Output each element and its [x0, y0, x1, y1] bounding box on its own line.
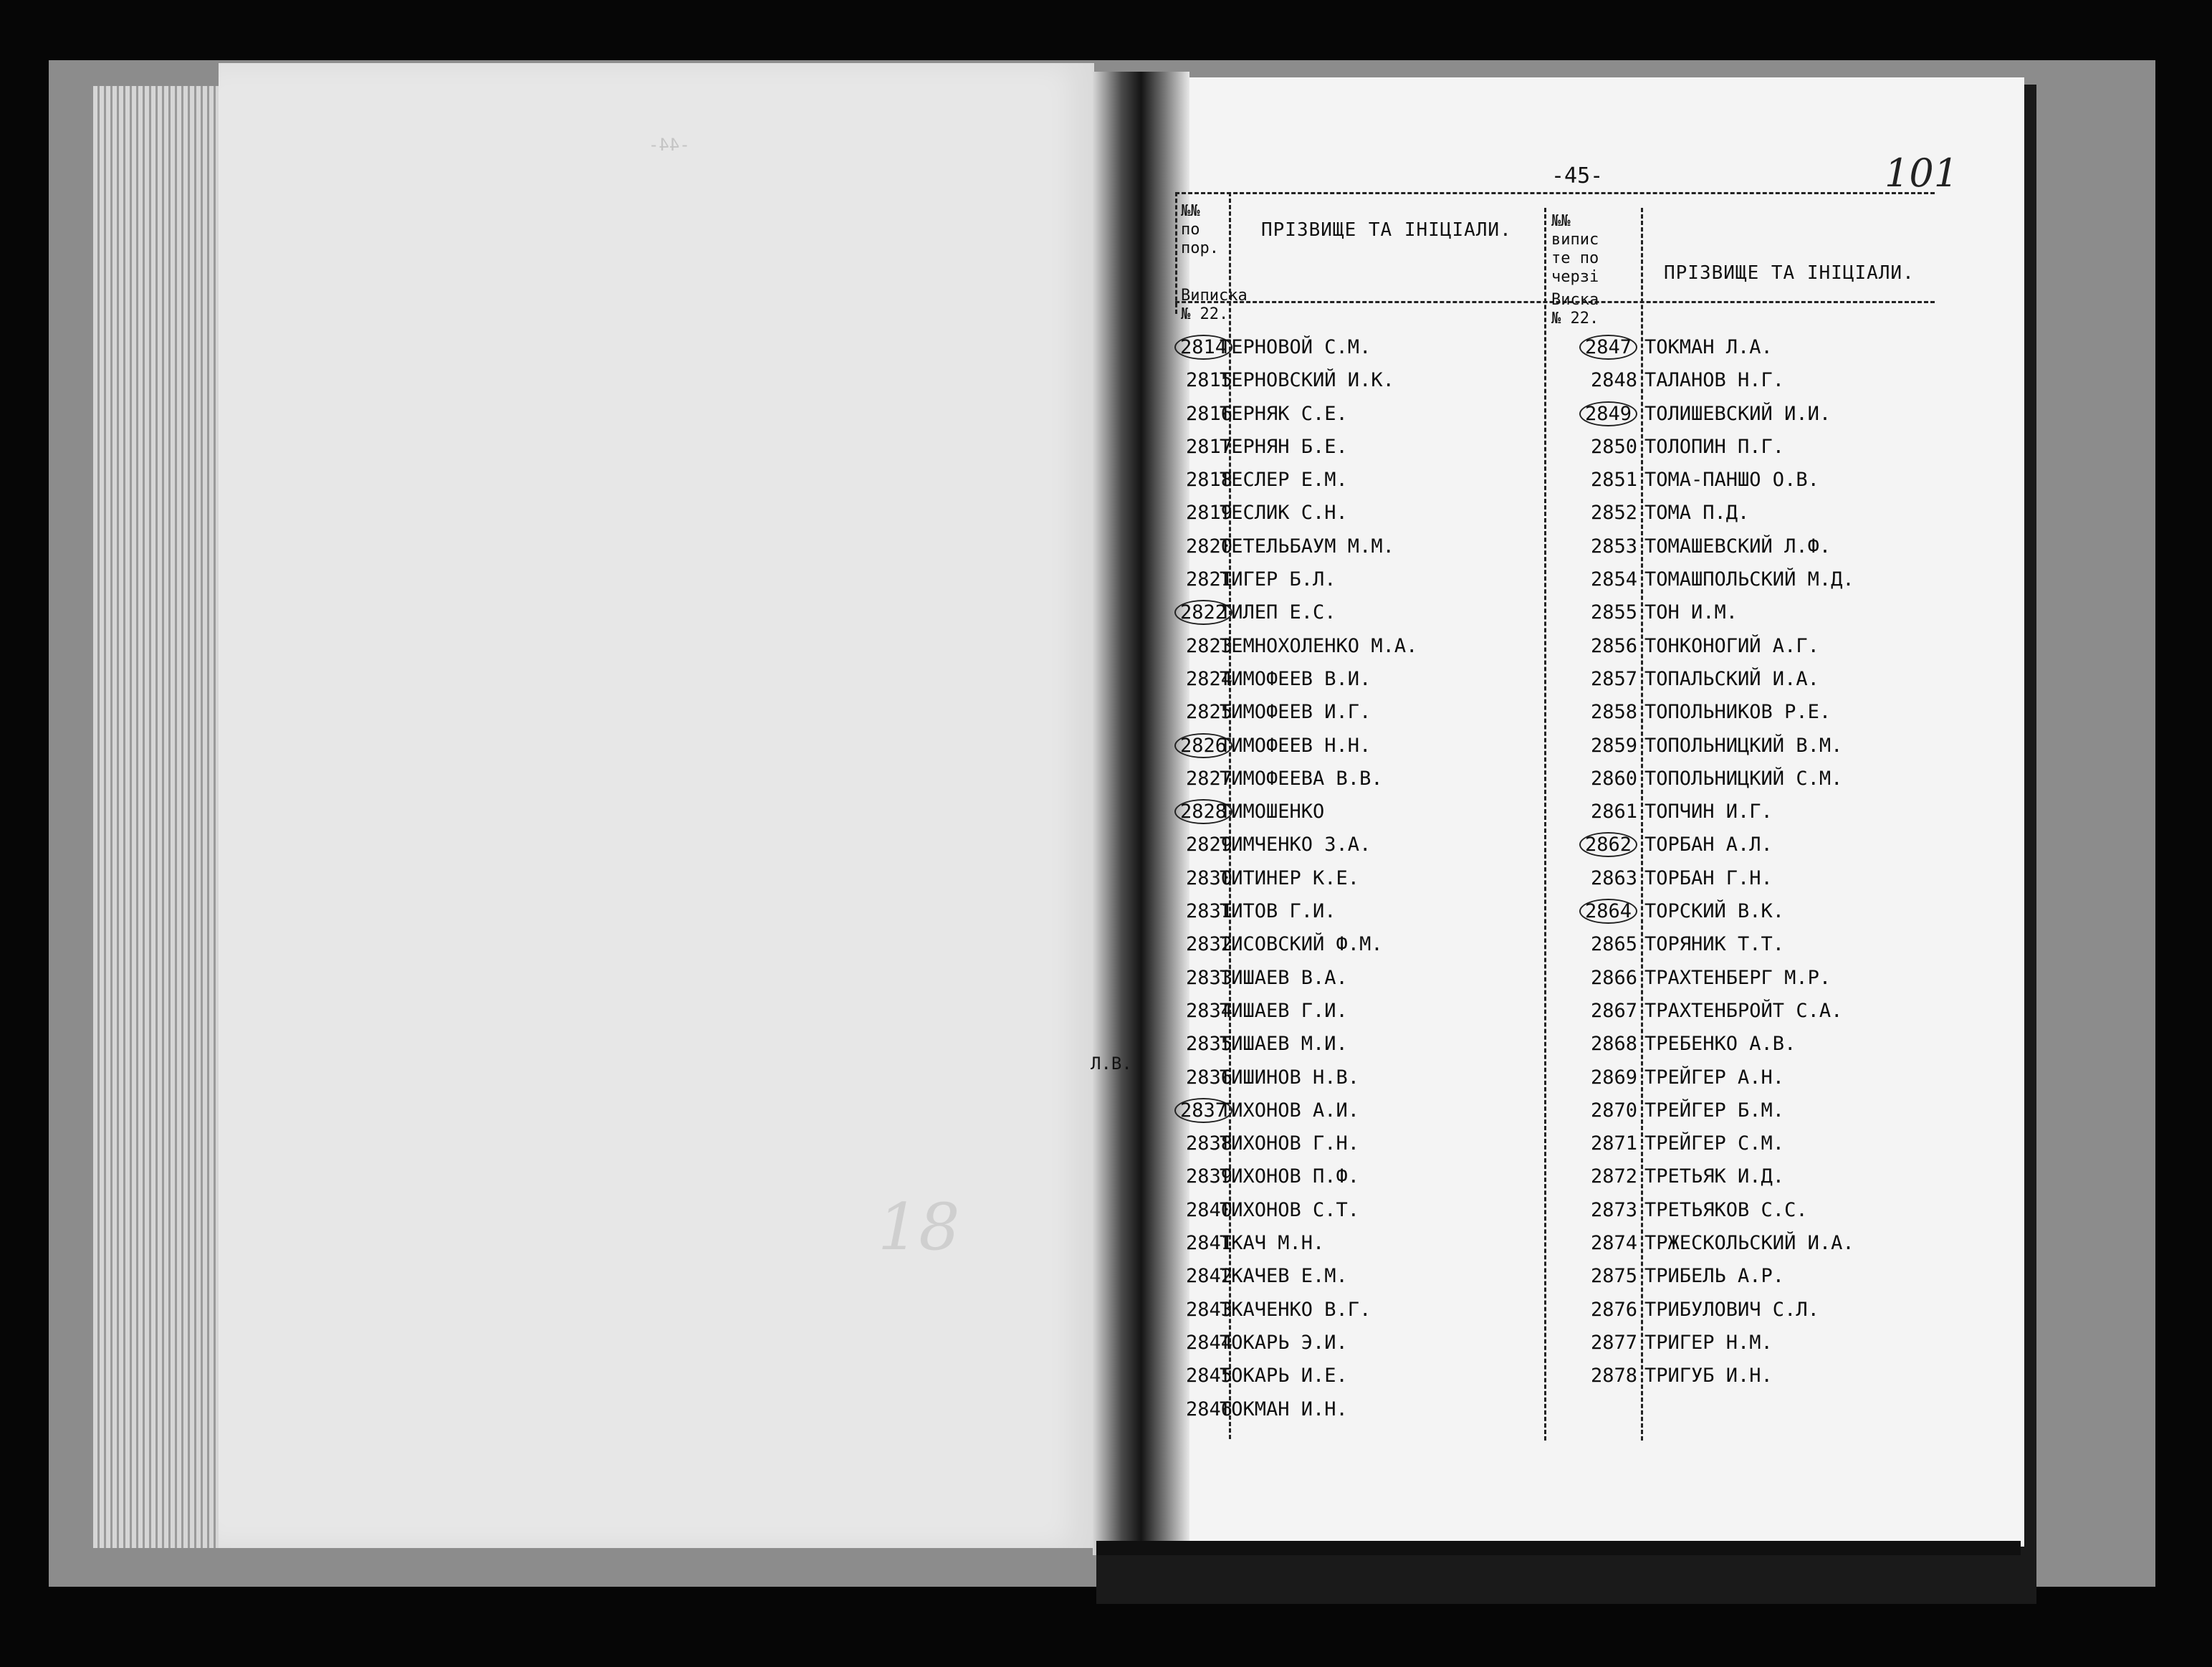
right-name-column — [1644, 331, 1854, 1393]
entry-name: ТОРБАН А.Л. — [1644, 834, 1773, 856]
entry-number — [1555, 796, 1637, 828]
entry-number — [1555, 1294, 1637, 1327]
entry-name: ТОПАЛЬСКИЙ И.А. — [1644, 667, 1819, 690]
entry-name: ТРИБЕЛЬ А.Р. — [1644, 1265, 1785, 1288]
entry-number-text: 2857 — [1590, 667, 1637, 690]
entry-number-text: 2859 — [1590, 734, 1637, 757]
entry-number-text: 2842 — [1185, 1265, 1232, 1288]
entry-number-text: 2875 — [1590, 1265, 1637, 1288]
entry-number-text: 2838 — [1185, 1132, 1232, 1155]
entry-number — [1555, 530, 1637, 563]
entry-number — [1555, 331, 1637, 364]
entry-number-text: 2869 — [1590, 1066, 1637, 1089]
entry-name: ТИХОНОВ Г.Н. — [1220, 1132, 1360, 1155]
entry-number — [1555, 1094, 1637, 1127]
entry-number-text: 2819 — [1185, 502, 1232, 525]
entry-name: ТКАЧ М.Н. — [1220, 1232, 1325, 1255]
entry-name: ТИМОФЕЕВ В.И. — [1220, 667, 1371, 690]
right-number-column — [1555, 331, 1637, 1393]
right-num-divider — [1641, 208, 1643, 1441]
circled-entry-number: 2837 — [1174, 1098, 1232, 1123]
entry-number — [1555, 497, 1637, 530]
entry-name: ТКАЧЕВ Е.М. — [1220, 1265, 1348, 1288]
circled-entry-number: 2862 — [1579, 832, 1637, 857]
circled-entry-number: 2849 — [1579, 401, 1637, 426]
entry-number-text: 2824 — [1185, 667, 1232, 690]
entry-name: ТИМОШЕНКО — [1220, 801, 1325, 823]
entry-number-text: 2827 — [1185, 767, 1232, 790]
entry-name: ТИХОНОВ П.Ф. — [1220, 1165, 1360, 1188]
entry-name: ТРИГЕР Н.М. — [1644, 1331, 1773, 1354]
entry-number-text: 2858 — [1590, 701, 1637, 724]
entry-number-text: 2874 — [1590, 1232, 1637, 1255]
entry-name: ТОМАШПОЛЬСКИЙ М.Д. — [1644, 568, 1854, 591]
entry-number — [1555, 995, 1637, 1028]
entry-name: ТРАХТЕНБРОЙТ С.А. — [1644, 999, 1843, 1022]
entry-number-text: 2844 — [1185, 1331, 1232, 1354]
header-top-rule — [1175, 192, 1935, 194]
entry-number-text: 2843 — [1185, 1298, 1232, 1321]
entry-number-text: 2839 — [1185, 1165, 1232, 1188]
entry-name: ТРЕТЬЯКОВ С.С. — [1644, 1198, 1808, 1221]
entry-number — [1555, 1360, 1637, 1393]
entry-name: ТОПОЛЬНИЦКИЙ В.М. — [1644, 734, 1843, 757]
entry-name: ТИТОВ Г.И. — [1220, 900, 1336, 923]
left-page-number: -44- — [648, 135, 690, 155]
entry-name: ТОРСКИЙ В.К. — [1644, 900, 1785, 923]
entry-number — [1555, 663, 1637, 696]
entry-number — [1555, 962, 1637, 995]
left-number-header: №№ по пор. — [1181, 202, 1219, 257]
entry-number — [1555, 1127, 1637, 1160]
entry-name: ТРЖЕСКОЛЬСКИЙ И.А. — [1644, 1232, 1854, 1255]
entry-number-text: 2876 — [1590, 1298, 1637, 1321]
entry-number — [1555, 431, 1637, 464]
entry-name: ТИШАЕВ В.А. — [1220, 966, 1348, 989]
entry-number-text: 2873 — [1590, 1198, 1637, 1221]
entry-name: ТИХОНОВ А.И. — [1220, 1099, 1360, 1122]
entry-name: ТОЛИШЕВСКИЙ И.И. — [1644, 402, 1832, 425]
entry-number-text: 2860 — [1590, 767, 1637, 790]
entry-number-text: 2848 — [1590, 369, 1637, 392]
entry-name: ТИТИНЕР К.Е. — [1220, 866, 1360, 889]
entry-name: ТОРЯНИК Т.Т. — [1644, 933, 1785, 956]
entry-number-text: 2863 — [1590, 866, 1637, 889]
entry-number — [1555, 763, 1637, 796]
entry-name: ТРЕЙГЕР А.Н. — [1644, 1066, 1785, 1089]
entry-number — [1555, 1194, 1637, 1227]
right-number-header: №№ випис те по черзі — [1551, 212, 1599, 286]
entry-name: ТИМОФЕЕВА В.В. — [1220, 767, 1383, 790]
entry-name: ТИХОНОВ С.Т. — [1220, 1198, 1360, 1221]
entry-name: ТОКМАН Л.А. — [1644, 336, 1773, 358]
entry-number — [1555, 1160, 1637, 1193]
entry-name: ТРЕЙГЕР С.М. — [1644, 1132, 1785, 1155]
left-handwritten-number: 18 — [878, 1190, 960, 1265]
entry-name: ТОПЧИН И.Г. — [1644, 801, 1773, 823]
entry-name: ТОМАШЕВСКИЙ Л.Ф. — [1644, 535, 1832, 558]
right-name-header: ПРІЗВИЩЕ ТА ІНІЦІАЛИ. — [1664, 262, 1915, 284]
entry-name: ТРЕБЕНКО А.В. — [1644, 1033, 1796, 1056]
entry-name: ТИГЕР Б.Л. — [1220, 568, 1336, 591]
entry-number-text: 2829 — [1185, 834, 1232, 856]
page-number: -45- — [1551, 163, 1604, 188]
entry-number-text: 2850 — [1590, 435, 1637, 458]
circled-entry-number: 2828 — [1174, 799, 1232, 824]
entry-number-text: 2856 — [1590, 634, 1637, 657]
entry-number-text: 2815 — [1185, 369, 1232, 392]
entry-number-text: 2871 — [1590, 1132, 1637, 1155]
left-page — [219, 63, 1094, 1548]
entry-number — [1555, 828, 1637, 861]
entry-number — [1555, 1327, 1637, 1360]
entry-number — [1555, 563, 1637, 596]
entry-number-text: 2861 — [1590, 801, 1637, 823]
entry-number-text: 2872 — [1590, 1165, 1637, 1188]
entry-number-text: 2853 — [1590, 535, 1637, 558]
entry-name: ТЕСЛИК С.Н. — [1220, 502, 1348, 525]
entry-name: ТОРБАН Г.Н. — [1644, 866, 1773, 889]
circled-entry-number: 2864 — [1579, 899, 1637, 924]
entry-number-text: 2865 — [1590, 933, 1637, 956]
entry-number-text: 2833 — [1185, 966, 1232, 989]
entry-name: ТИЛЕП Е.С. — [1220, 601, 1336, 624]
entry-number — [1555, 1028, 1637, 1061]
entry-name: ТИШАЕВ Г.И. — [1220, 999, 1348, 1022]
left-name-column — [1220, 331, 1417, 1426]
circled-entry-number: 2847 — [1579, 335, 1637, 360]
entry-number-text: 2870 — [1590, 1099, 1637, 1122]
entry-number-text: 2840 — [1185, 1198, 1232, 1221]
entry-number — [1555, 1260, 1637, 1293]
entry-name: ТРЕТЬЯК И.Д. — [1644, 1165, 1785, 1188]
entry-number-text: 2823 — [1185, 634, 1232, 657]
circled-entry-number: 2822 — [1174, 600, 1232, 625]
entry-number-text: 2832 — [1185, 933, 1232, 956]
entry-number — [1555, 928, 1637, 961]
entry-number-text: 2867 — [1590, 999, 1637, 1022]
entry-name: ТРИБУЛОВИЧ С.Л. — [1644, 1298, 1819, 1321]
entry-name: ТОКМАН И.Н. — [1220, 1398, 1348, 1420]
entry-number-text: 2820 — [1185, 535, 1232, 558]
entry-number-text: 2866 — [1590, 966, 1637, 989]
left-name-header: ПРІЗВИЩЕ ТА ІНІЦІАЛИ. — [1261, 219, 1512, 241]
entry-name: ТЕСЛЕР Е.М. — [1220, 469, 1348, 492]
entry-number — [1555, 630, 1637, 663]
entry-name: ТОМА-ПАНШО О.В. — [1644, 469, 1819, 492]
entry-number-text: 2877 — [1590, 1331, 1637, 1354]
entry-number-text: 2845 — [1185, 1365, 1232, 1387]
left-vypiska-header: Виписка № 22. — [1181, 287, 1248, 323]
entry-number-text: 2825 — [1185, 701, 1232, 724]
entry-name: ТЕМНОХОЛЕНКО М.А. — [1220, 634, 1418, 657]
entry-number-text: 2816 — [1185, 402, 1232, 425]
entry-number-text: 2831 — [1185, 900, 1232, 923]
entry-name: ТИШАЕВ М.И. — [1220, 1033, 1348, 1056]
entry-number-text: 2854 — [1590, 568, 1637, 591]
entry-number — [1555, 862, 1637, 895]
entry-name: ТЕРНЯК С.Е. — [1220, 402, 1348, 425]
entry-name: ТЕРНОВОЙ С.М. — [1220, 336, 1371, 358]
entry-name: ТРАХТЕНБЕРГ М.Р. — [1644, 966, 1832, 989]
mid-divider — [1544, 208, 1546, 1441]
entry-name: ТОПОЛЬНИЦКИЙ С.М. — [1644, 767, 1843, 790]
entry-name: ТЕРНЯН Б.Е. — [1220, 435, 1348, 458]
entry-name: ТКАЧЕНКО В.Г. — [1220, 1298, 1371, 1321]
entry-number-text: 2835 — [1185, 1033, 1232, 1056]
entry-number-text: 2841 — [1185, 1232, 1232, 1255]
entry-name: ТОЛОПИН П.Г. — [1644, 435, 1785, 458]
margin-note: Л.В. — [1091, 1054, 1132, 1074]
entry-number — [1555, 398, 1637, 431]
entry-number-text: 2836 — [1185, 1066, 1232, 1089]
entry-name: ТИМОФЕЕВ И.Г. — [1220, 701, 1371, 724]
entry-name: ТРИГУБ И.Н. — [1644, 1365, 1773, 1387]
entry-number — [1555, 696, 1637, 729]
entry-number-text: 2817 — [1185, 435, 1232, 458]
entry-number — [1555, 895, 1637, 928]
entry-number — [1555, 1227, 1637, 1260]
entry-name: ТИМОФЕЕВ Н.Н. — [1220, 734, 1371, 757]
entry-number-text: 2834 — [1185, 999, 1232, 1022]
entry-number — [1555, 464, 1637, 497]
entry-name: ТОН И.М. — [1644, 601, 1738, 624]
entry-name: ТИШИНОВ Н.В. — [1220, 1066, 1360, 1089]
entry-name: ТЕРНОВСКИЙ И.К. — [1220, 369, 1394, 392]
circled-entry-number: 2826 — [1174, 733, 1232, 758]
folio-number: 101 — [1885, 151, 1959, 196]
entry-number-text: 2855 — [1590, 601, 1637, 624]
entry-number-text: 2830 — [1185, 866, 1232, 889]
entry-number-text: 2852 — [1590, 502, 1637, 525]
entry-number — [1555, 364, 1637, 397]
entry-name: ТОКАРЬ И.Е. — [1220, 1365, 1348, 1387]
entry-number — [1555, 1061, 1637, 1094]
entry-name: ТОПОЛЬНИКОВ Р.Е. — [1644, 701, 1832, 724]
entry-name: ТИСОВСКИЙ Ф.М. — [1220, 933, 1383, 956]
entry-number-text: 2868 — [1590, 1033, 1637, 1056]
entry-name: ТОНКОНОГИЙ А.Г. — [1644, 634, 1819, 657]
entry-number — [1555, 596, 1637, 629]
entry-name: ТАЛАНОВ Н.Г. — [1644, 369, 1785, 392]
left-name-divider — [1175, 192, 1177, 314]
entry-number-text: 2818 — [1185, 469, 1232, 492]
entry-number-text: 2878 — [1590, 1365, 1637, 1387]
circled-entry-number: 2814 — [1174, 335, 1232, 360]
entry-name: ТОКАРЬ Э.И. — [1220, 1331, 1348, 1354]
entry-number — [1555, 730, 1637, 763]
entry-number-text: 2851 — [1590, 469, 1637, 492]
entry-number-text: 2846 — [1185, 1398, 1232, 1420]
page-edges — [93, 86, 236, 1548]
entry-name: ТОМА П.Д. — [1644, 502, 1750, 525]
entry-name: ТЕТЕЛЬБАУМ М.М. — [1220, 535, 1394, 558]
page-bottom-edge — [1096, 1541, 2021, 1555]
entry-number-text: 2821 — [1185, 568, 1232, 591]
entry-name: ТИМЧЕНКО З.А. — [1220, 834, 1371, 856]
entry-name: ТРЕЙГЕР Б.М. — [1644, 1099, 1785, 1122]
right-vypiska-header: Виска № 22. — [1551, 291, 1599, 328]
